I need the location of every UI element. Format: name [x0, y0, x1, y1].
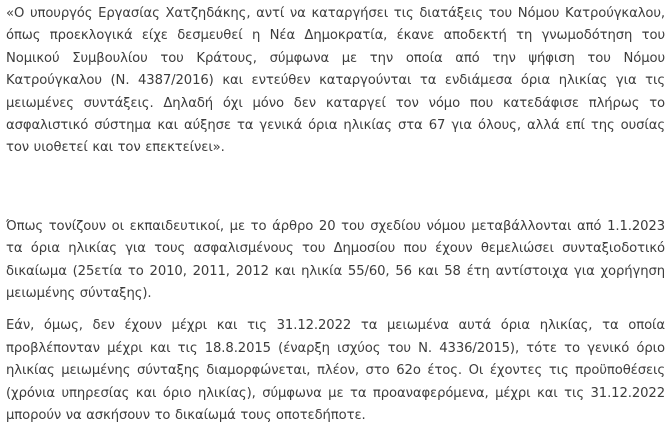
article-paragraph: Όπως τονίζουν οι εκπαιδευτικοί, με το άρθρο 20 του σχεδίου νόμου μεταβάλλονται από 1.1.2023 τα όρια ηλικίας για τους ασφαλισμένους του Δημοσίου που έχουν θεμελιώσει συνταξιοδοτικό δικαίωμα (25ετία το 2010, 2011, 2012 και ηλικία 55/60, 56 και 58 έτη αντίστοιχα για χορήγηση μειωμένης σύνταξης).	[6, 218, 665, 302]
quote-paragraph: «Ο υπουργός Εργασίας Χατζηδάκης, αντί να καταργήσει τις διατάξεις του Νόμου Κατρούγκαλου, όπως προεκλογικά είχε δεσμευθεί η Νέα Δημοκρατία, έκανε αποδεκτή τη γνωμοδότηση του Νομικού Συμβουλίου του Κράτους, σύμφωνα με την οποία από την ψήφιση του Νόμου Κατρούγκαλου (Ν. 4387/2016) και εντεύθεν καταργούνται τα ενδιάμεσα όρια ηλικίας για τις μειωμένες συντάξεις. Δηλαδή όχι μόνο δεν καταργεί τον νόμο που κατεδάφισε πλήρως το ασφαλιστικό σύστημα και αύξησε τα γενικά όρια ηλικίας στα 67 για όλους, αλλά επί της ουσίας τον υιοθετεί και τον επεκτείνει».	[6, 6, 665, 156]
article-paragraph: Εάν, όμως, δεν έχουν μέχρι και τις 31.12.2022 τα μειωμένα αυτά όρια ηλικίας, τα οποία προβλέπονταν μέχρι και τις 18.8.2015 (έναρξη ισχύος του Ν. 4336/2015), τότε το γενικό όριο ηλικίας μειωμένης σύνταξης διαμορφώνεται, πλέον, στο 62ο έτος. Οι έχοντες τις προϋποθέσεις (χρόνια υπηρεσίας και όριο ηλικίας), σύμφωνα με τα προαναφερόμενα, μέχρι και τις 31.12.2022 μπορούν να ασκήσουν το δικαίωμά τους οποτεδήποτε.	[6, 318, 665, 424]
article-body	[6, 3, 665, 428]
